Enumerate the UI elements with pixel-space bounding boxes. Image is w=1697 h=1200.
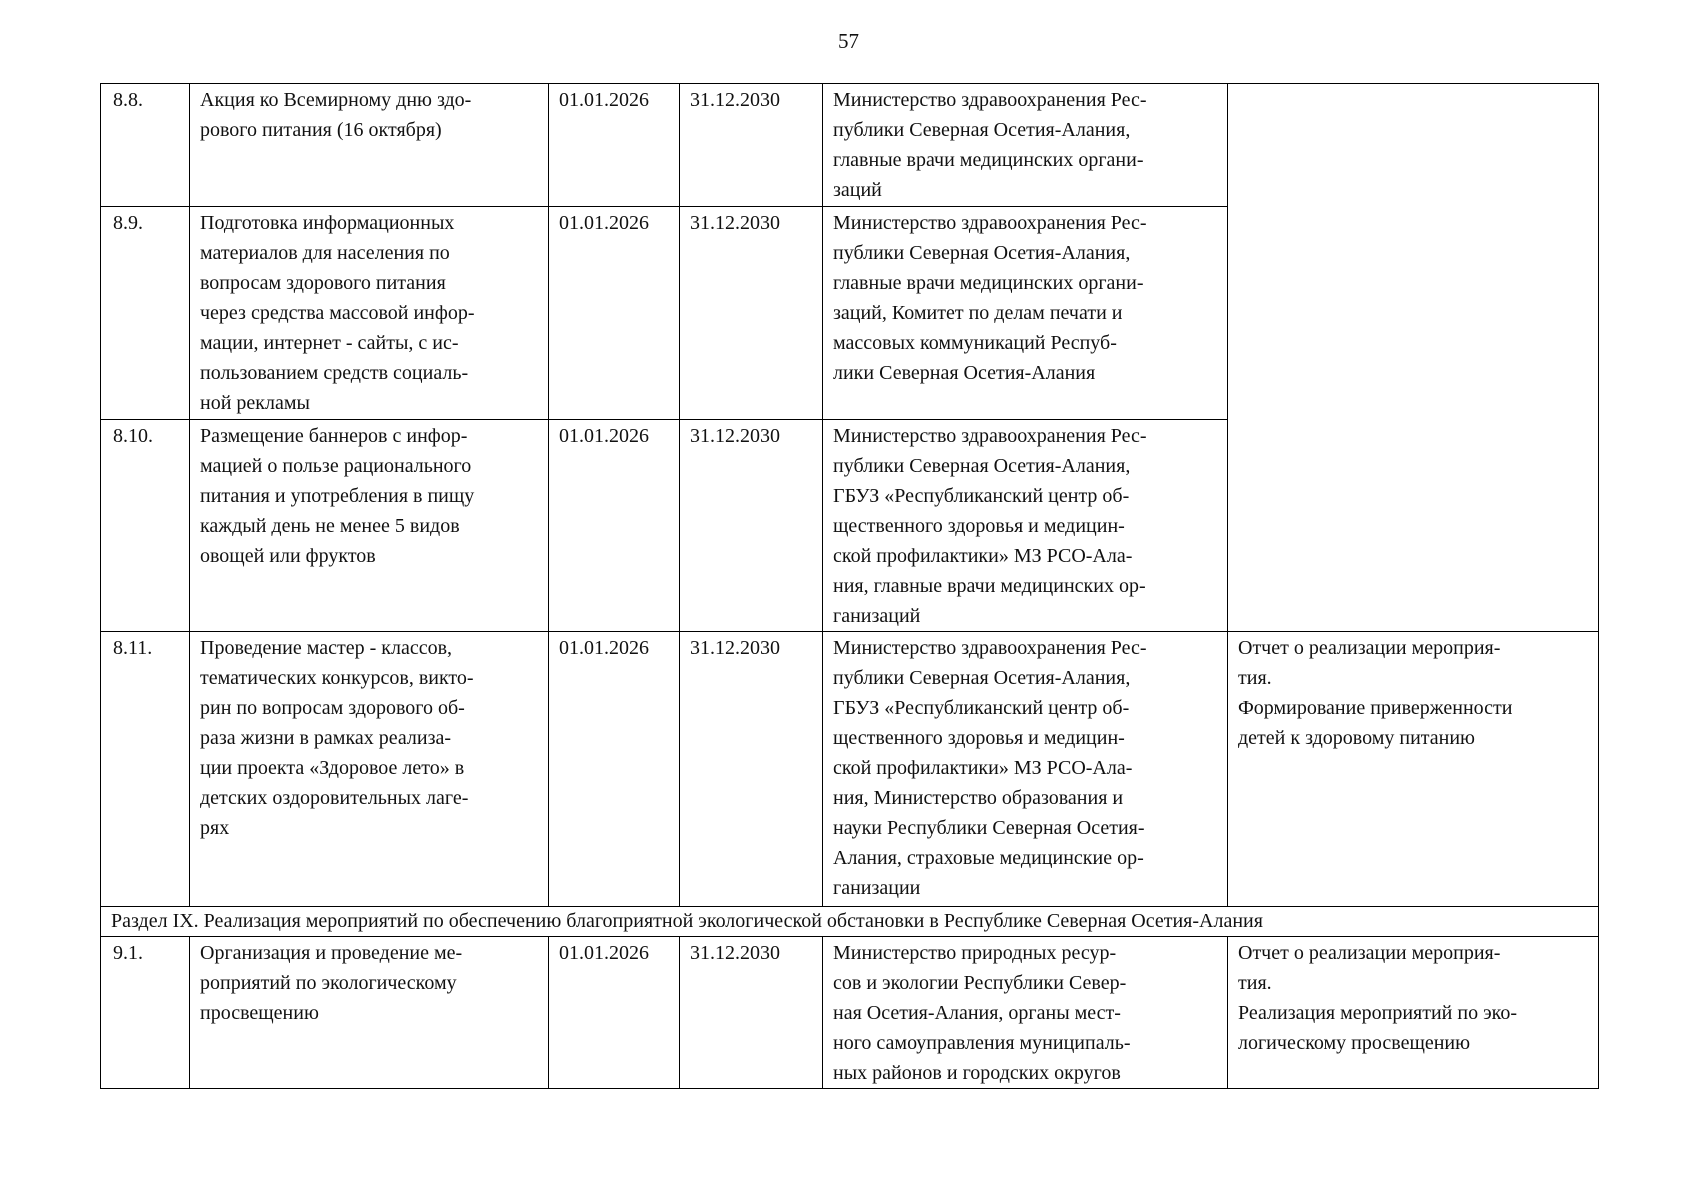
result: Отчет о реализации мероприя- тия. Формирование приверженности детей к здоровому питанию [1228,632,1599,907]
end-date: 31.12.2030 [680,207,823,420]
executors: Министерство здравоохранения Рес- публики Северная Осетия-Алания, главные врачи медицинских органи- заций, Комитет по делам печати и массовых коммуникаций Респуб- лики Северная Осетия-Алания [823,207,1228,420]
executors: Министерство природных ресур- сов и экологии Республики Север- ная Осетия-Алания, органы мест- ного самоуправления муниципаль- ных районов и городских округов [823,937,1228,1089]
measure-title: Организация и проведение ме- роприятий по экологическому просвещению [190,937,549,1089]
end-date: 31.12.2030 [680,937,823,1089]
row-number: 8.8. [101,84,190,207]
table-row [101,632,1599,907]
result: Отчет о реализации мероприя- тия. Реализация мероприятий по эко- логическому просвещению [1228,937,1599,1089]
measure-title: Размещение баннеров с инфор- мацией о пользе рационального питания и употребления в пищу каждый день не менее 5 видов овощей или фруктов [190,420,549,632]
measure-title: Проведение мастер - классов, тематических конкурсов, викто- рин по вопросам здорового об- раза жизни в рамках реализа- ции проекта «Здоровое лето» в детских оздоровительных лаге- рях [190,632,549,907]
end-date: 31.12.2030 [680,420,823,632]
executors: Министерство здравоохранения Рес- публики Северная Осетия-Алания, главные врачи медицинских органи- заций [823,84,1228,207]
measure-title: Акция ко Всемирному дню здо- рового питания (16 октября) [190,84,549,207]
executors: Министерство здравоохранения Рес- публики Северная Осетия-Алания, ГБУЗ «Республиканский центр об- щественного здоровья и медицин- ской профилактики» МЗ РСО-Ала- ния, Министерство образования и науки Республики Северная Осетия- Алания, страховые медицинские ор- ганизации [823,632,1228,907]
measure-title: Подготовка информационных материалов для населения по вопросам здорового питания через средства массовой инфор- мации, интернет - сайты, с ис- пользованием средств социаль- ной рекламы [190,207,549,420]
row-number: 8.10. [101,420,190,632]
result-cell-empty [1228,84,1599,632]
end-date: 31.12.2030 [680,632,823,907]
start-date: 01.01.2026 [549,207,680,420]
measures-table [100,83,1599,1089]
start-date: 01.01.2026 [549,937,680,1089]
start-date: 01.01.2026 [549,84,680,207]
start-date: 01.01.2026 [549,420,680,632]
row-number: 9.1. [101,937,190,1089]
section-header-row [101,907,1599,937]
executors: Министерство здравоохранения Рес- публики Северная Осетия-Алания, ГБУЗ «Республиканский центр об- щественного здоровья и медицин- ской профилактики» МЗ РСО-Ала- ния, главные врачи медицинских ор- ганизаций [823,420,1228,632]
table-row [101,937,1599,1089]
row-number: 8.11. [101,632,190,907]
page-number: 57 [838,29,859,53]
end-date: 31.12.2030 [680,84,823,207]
start-date: 01.01.2026 [549,632,680,907]
section-title: Раздел IX. Реализация мероприятий по обеспечению благоприятной экологической обстановки в Республике Северная Осетия-Алания [101,907,1599,937]
row-number: 8.9. [101,207,190,420]
table-row [101,84,1599,207]
